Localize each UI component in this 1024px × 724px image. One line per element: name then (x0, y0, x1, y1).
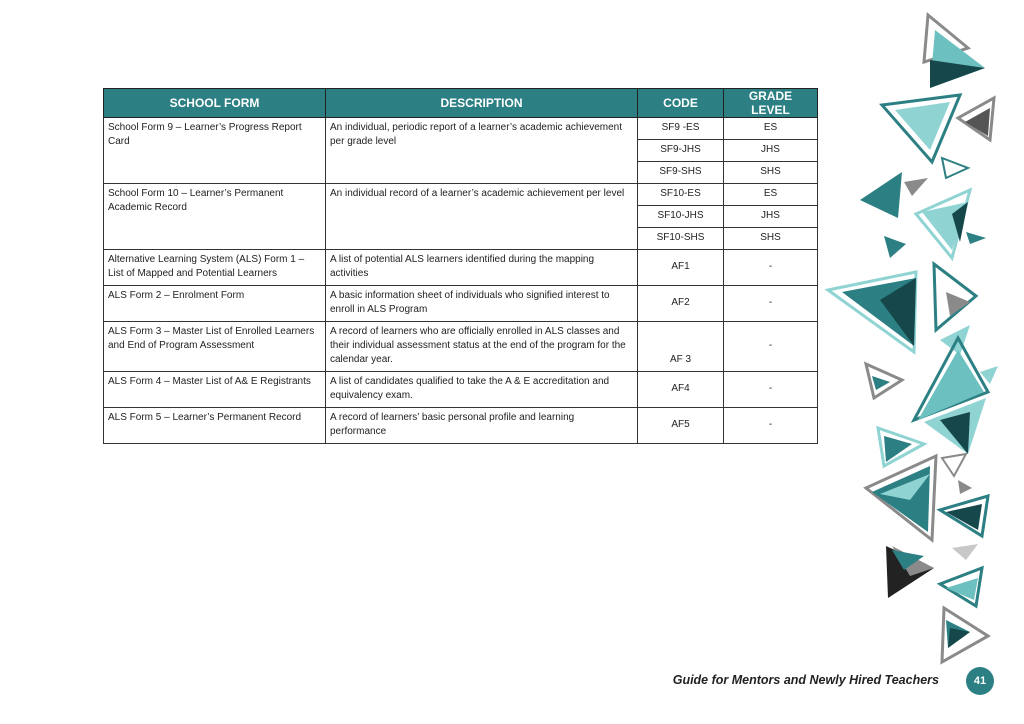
school-form-cell: Alternative Learning System (ALS) Form 1 – List of Mapped and Potential Learners (104, 250, 326, 286)
grade-level-cell: SHS (724, 228, 818, 250)
header-code: CODE (638, 89, 724, 118)
description-cell: A record of learners’ basic personal profile and learning performance (326, 408, 638, 444)
code-cell: AF5 (638, 408, 724, 444)
code-cell: AF 3 (638, 322, 724, 372)
table-row (104, 286, 818, 322)
table-row (104, 184, 818, 206)
grade-level-cell: - (724, 372, 818, 408)
grade-level-cell: - (724, 322, 818, 372)
description-cell: An individual, periodic report of a learner’s academic achievement per grade level (326, 118, 638, 184)
grade-level-cell: ES (724, 184, 818, 206)
header-grade-level: GRADE LEVEL (724, 89, 818, 118)
table-row (104, 322, 818, 372)
code-cell: AF1 (638, 250, 724, 286)
grade-level-cell: SHS (724, 162, 818, 184)
table-row (104, 118, 818, 140)
grade-level-cell: ES (724, 118, 818, 140)
description-cell: A list of potential ALS learners identified during the mapping activities (326, 250, 638, 286)
grade-level-cell: JHS (724, 140, 818, 162)
grade-level-cell: - (724, 250, 818, 286)
code-cell: SF9-JHS (638, 140, 724, 162)
description-cell: A record of learners who are officially enrolled in ALS classes and their individual assessment status at the end of the program for the calendar year. (326, 322, 638, 372)
grade-level-cell: JHS (724, 206, 818, 228)
code-cell: SF9 -ES (638, 118, 724, 140)
footer-title: Guide for Mentors and Newly Hired Teachers (672, 673, 939, 687)
school-form-cell: ALS Form 2 – Enrolment Form (104, 286, 326, 322)
description-cell: An individual record of a learner’s academic achievement per level (326, 184, 638, 250)
code-cell: SF10-JHS (638, 206, 724, 228)
header-description: DESCRIPTION (326, 89, 638, 118)
grade-level-cell: - (724, 408, 818, 444)
decorative-triangles (820, 0, 1024, 700)
school-form-cell: ALS Form 4 – Master List of A& E Registrants (104, 372, 326, 408)
header-school-form: SCHOOL FORM (104, 89, 326, 118)
table-row (104, 372, 818, 408)
school-form-cell: ALS Form 3 – Master List of Enrolled Learners and End of Program Assessment (104, 322, 326, 372)
code-cell: SF9-SHS (638, 162, 724, 184)
page-number-badge: 41 (966, 667, 994, 695)
table-row (104, 408, 818, 444)
triangle-decoration (828, 15, 998, 662)
table-row (104, 250, 818, 286)
school-form-cell: School Form 10 – Learner’s Permanent Academic Record (104, 184, 326, 250)
school-forms-table (103, 88, 818, 444)
table-header-row (104, 89, 818, 118)
code-cell: SF10-ES (638, 184, 724, 206)
code-cell: SF10-SHS (638, 228, 724, 250)
code-cell: AF2 (638, 286, 724, 322)
description-cell: A list of candidates qualified to take the A & E accreditation and equivalency exam. (326, 372, 638, 408)
description-cell: A basic information sheet of individuals who signified interest to enroll in ALS Program (326, 286, 638, 322)
code-cell: AF4 (638, 372, 724, 408)
school-form-cell: School Form 9 – Learner’s Progress Report Card (104, 118, 326, 184)
grade-level-cell: - (724, 286, 818, 322)
school-form-cell: ALS Form 5 – Learner’s Permanent Record (104, 408, 326, 444)
